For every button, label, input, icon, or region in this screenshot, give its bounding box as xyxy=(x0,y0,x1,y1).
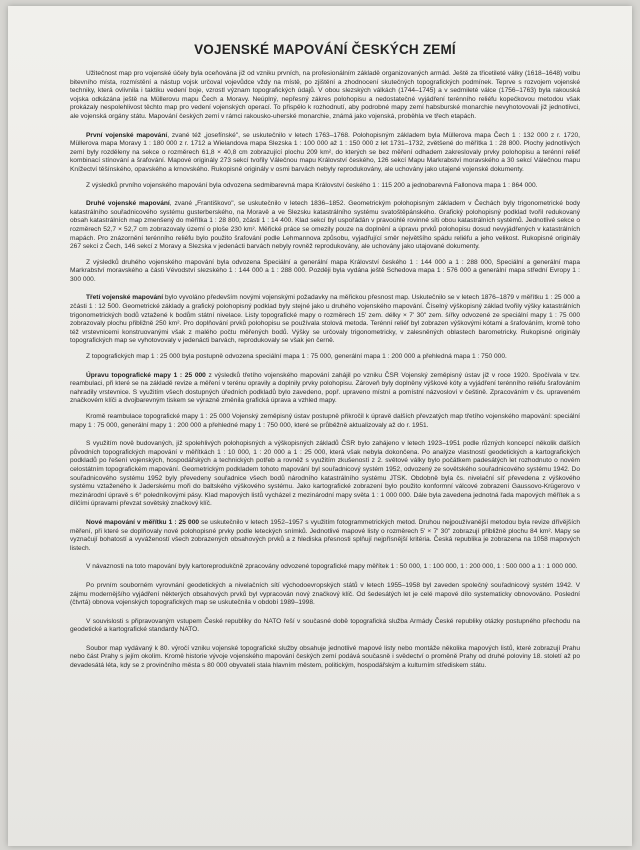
paragraph-text: , zvané též „josefínské", se uskutečnilo v letech 1763–1768. Polohopisným základem byla Müllerova mapa Čech 1 : 132 000 z r. 1720, Müllerova mapa Moravy 1 : 180 000 z r. 1712 a Wielandova mapa Slezska 1 : 100 000 až 1 : 150 000 z let 1731–1732, zvětšené do měřítka 1 : 28 800. Plochy jednotlivých zemí byly rozděleny na sekce o rozměrech 61,8 × 40,8 cm zobrazující plochu 209 km², do kterých se bez měření odhadem zakreslovaly prvky polohopisu a terénní reliéf kombinací stínování a šrafování. Mapové originály 273 sekcí tvořily Válečnou mapu Království českého, 126 sekcí Mapu Markrabství moravského a 30 sekcí Válečnou mapu Knížectví těšínského, opavského a krnovského. Rukopisné originály v osmi barvách nebyly reprodukovány, ale uchovány jako utajené vojenské dokumenty. xyxy=(70,131,580,173)
paragraph-text: S využitím nově budovaných, již spolehlivých polohopisných a výškopisných základů ČSR bylo zahájeno v letech 1923–1951 podle různých koncepcí několik dalších původních topografických mapování v měřítkách 1 : 10 000, 1 : 20 000 a 1 : 25 000, která však nebyla dokončena. Po analýze vlastností geodetických a kartografických podkladů po řešení vojenských, hospodářských a technických potřeb a rovněž s využitím zkušeností z 2. světové války bylo počátkem padesátých let rozhodnuto o novém celostátním topografickém mapování. Geometrickým podkladem tohoto mapování byl souřadnicový systém 1952, odvozený ze sovětského souřadnicového systému 1942. Do souřadnicového systému 1952 byly převedeny souřadnice všech bodů národního katastrálního systému JTSK. Obdobně byla čs. nivelační síť převedena z výškového systému vztaženého k Jaderskému moři do baltského výškového systému. Jako kartografické zobrazení bylo použito konformní válcové zobrazení Gaussovo-Krügerovo v mezinárodní úpravě s 6° poledníkovými pásy. Klad mapových listů vycházel z mezinárodní mapy světa 1 : 1 000 000. Dále byla zavedena jednotná řada mapových měřítek a s dílčími úpravami převzat sovětský značkový klíč. xyxy=(70,440,580,508)
paragraph-third-mapping xyxy=(70,294,580,346)
document-title: VOJENSKÉ MAPOVÁNÍ ČESKÝCH ZEMÍ xyxy=(194,42,456,57)
paragraph-new-mapping xyxy=(70,519,580,553)
paragraph-text: Užitečnost map pro vojenské účely byla oceňována již od vzniku prvních, na profesionálním základě organizovaných armád. Ještě za třicetileté války (1618–1648) volbu bitevního místa, rozmístění a nástup vojsk určoval vojevůdce vždy na místě, po zjištění a zhodnocení skutečných topografických podmínek. Teprve s rozvojem vojenské techniky, která ovlivnila i taktiku vedení boje, vzrostl význam topografických údajů. V obou slezských válkách (1744–1745) a v sedmileté válce (1756–1763) byla rakouská vojska odkázána ještě na Müllerovu mapu Čech a Moravy. Neúplný, nepřesný zákres polohopisu a nedostatečné vyjádření terénního reliéfu kopečkovou metodou však prokázaly nespolehlivost těchto map pro vedení vojenských operací. To přispělo k rozhodnutí, aby podrobné mapy zemí habsburské monarchie nevyhotovovali již jednotlivci, ale vojenská orgány státu. Mapování českých zemí v rámci rakousko-uherské monarchie, známá jako vojenská, proběhla ve třech etapách. xyxy=(70,70,580,120)
paragraph-text: Soubor map vydávaný k 80. výročí vzniku vojenské topografické služby obsahuje jednotlivé mapové listy nebo montáže několika mapových listů, které zobrazují Prahu nebo část Prahy s jejím okolím. Kromě historie vývoje vojenského mapování českých zemí podává současně i svědectví o proměně Prahy od druhé poloviny 18. století až po devadesátá léta, kdy se z provinčního města s 80 000 obyvateli stala hlavním městem, politickým, hospodářským a kulturním střediskem státu. xyxy=(70,644,580,670)
paragraph-system-1942 xyxy=(70,582,580,608)
paragraph-second-mapping-derived xyxy=(70,259,580,285)
paragraph-second-mapping xyxy=(70,200,580,252)
paragraph-lead: Úpravu topografické mapy 1 : 25 000 xyxy=(86,371,206,379)
document-sheet xyxy=(8,6,632,846)
paragraph-text: se uskutečnilo v letech 1952–1957 s využitím fotogrammetrických metod. Druhou nejpoužívanější metodou byla revize dřívějších měření, při které se doplňovaly nové polohopisné prvky podle leteckých snímků. Jednotlivé mapové listy o rozměrech 5' × 7' 30" zobrazují přibližně plochu 84 km². Mapy se vyznačují bohatostí a vyvážeností všech zobrazených obsahových prvků a z hlediska přesnosti splňují nejpřísnější kritéria. Česká republika je zobrazena na 1058 mapových listech. xyxy=(70,518,580,552)
paragraph-text: Po prvním souborném vyrovnání geodetických a nivelačních sítí východoevropských států v letech 1955–1958 byl zaveden společný souřadnicový systém 1942. V zájmu modernějšího vyjádření některých obsahových prvků byl vypracován nový značkový klíč. Od šedesátých let je celé mapové dílo systematicky obnovováno. Poslední (čtvrtá) obnova vojenských topografických map se uskutečnila v období 1989–1998. xyxy=(70,581,580,607)
paragraph-text: Z topografických map 1 : 25 000 byla postupně odvozena speciální mapa 1 : 75 000, generální mapa 1 : 200 000 a přehledná mapa 1 : 750 000. xyxy=(86,353,507,361)
paragraph-first-mapping-derived xyxy=(70,182,580,191)
paragraph-text: bylo vyvoláno především novými vojenskými požadavky na měřickou přesnost map. Uskutečnilo se v letech 1876–1879 v měřítku 1 : 25 000 a zčásti 1 : 12 500. Geometrické základy a grafický polohopisný podklad byly stejné jako u druhého vojenského mapování. Číselný výškopisný základ tvořily výšky katastrálních trigonometrických bodů vztažené k bodům státní nivelace. Listy topografické mapy o rozměrech 15' zem. délky × 7' 30" zem. šířky odvozené ze speciální mapy 1 : 75 000 zobrazovaly plochu přibližně 250 km². Pro doplňování prvků polohopisu se používala stolová metoda. Terénní reliéf byl zobrazen výškovými kótami a šrafováním, kromě toho též vrstevnicemi konstruovanými však z malého počtu měřených bodů. Výšky se určovaly trigonometricky, v zalesněných oblastech barometricky. Rukopisné originály topografických map se vyhotovovaly v jedenácti barvách, reprodukovaly se však jen černě. xyxy=(70,294,580,345)
paragraph-text: Kromě reambulace topografické mapy 1 : 25 000 Vojenský zeměpisný ústav postupně přikročil k úpravě dalších převzatých map třetího vojenského mapování: speciální mapy 1 : 75 000, generální mapy 1 : 200 000 a přehledné mapy 1 : 750 000, které se průběžně aktualizovaly až do r. 1951. xyxy=(70,413,580,429)
paragraph-reambulation xyxy=(70,372,580,406)
paragraph-reambulation-other-maps xyxy=(70,413,580,430)
paragraph-lead: Druhé vojenské mapování xyxy=(86,200,170,208)
paragraph-derived-topographic-maps xyxy=(70,563,580,572)
paragraph-new-foundations xyxy=(70,440,580,509)
paragraph-text: V návaznosti na toto mapování byly kartoreprodukčně zpracovány odvozené topografické mapy měřítek 1 : 50 000, 1 : 100 000, 1 : 200 000, 1 : 500 000 a 1 : 1 000 000. xyxy=(86,563,578,571)
paragraph-text: V souvislosti s připravovaným vstupem České republiky do NATO řeší v současné době topografická služba Armády České republiky otázky postupného přechodu na geodetické a kartografické standardy NATO. xyxy=(70,617,580,634)
paragraph-third-mapping-derived xyxy=(70,353,580,362)
paragraph-nato xyxy=(70,618,580,635)
paragraph-lead: Nové mapování v měřítku 1 : 25 000 xyxy=(86,518,200,526)
paragraph-first-mapping xyxy=(70,132,580,175)
paragraph-lead: Třetí vojenské mapování xyxy=(86,294,164,302)
paragraph-text: z výsledků třetího vojenského mapování zahájil po vzniku ČSR Vojenský zeměpisný ústav již v roce 1920. Spočívala v tzv. reambulaci, při které se na základě revize a měření v terénu opravily a doplnily prvky polohopisu. Zároveň byly doplněny výškové kóty a vyjádření terénního reliéfu šrafováním nahradily vrstevnice. S využitím všech dostupných úředních podkladů bylo zavedeno, popř. upraveno místní a pomístní názvosloví v češtině. Zpracováním v čs. upraveném značkovém klíči a dvojbarevným tiskem se výrazně změnila grafická úprava a vzhled mapy. xyxy=(70,371,580,405)
paragraph-text: , zvané „Františkovo", se uskutečnilo v letech 1836–1852. Geometrickým polohopisným základem v Čechách byly trigonometrické body katastrálního souřadnicového systému gusterberského, na Moravě a ve Slezsku katastrálního systému svatoštěpánského. Grafický polohopisný podklad tvořil redukovaný obsah katastrálních map zmenšený do měřítka 1 : 28 800, zčásti 1 : 14 400. Klad sekcí byl uspořádán v pravoúhlé rovinné síti obou katastrálních systémů. Jednotlivé sekce o rozměrech 52,7 × 52,7 cm zobrazovaly území o ploše 230 km². Měřické práce se omezily pouze na doplnění a úpravu prvků polohopisu dosud nevyjádřených v katastrálních mapách. Pro znázornění terénního reliéfu bylo použito šrafování podle Lehmannova způsobu, vyjadřující směr největšího spádu reliéfu a jeho velikost. Rukopisné originály 267 sekcí z Čech, 146 sekcí z Moravy a Slezska v jedenácti barvách nebyly rovněž reprodukovány, ale uchovány jako utajované dokumenty. xyxy=(70,200,581,251)
document-body xyxy=(70,42,580,678)
paragraph-text: Z výsledků druhého vojenského mapování byla odvozena Speciální a generální mapa Království českého 1 : 144 000 a 1 : 288 000, Speciální a generální mapa Markrabství moravského a části Vévodství slezského 1 : 144 000 a 1 : 288 000. Později byla vydána ještě Schedova mapa 1 : 576 000 a generální mapa střední Evropy 1 : 300 000. xyxy=(70,258,580,283)
paragraph-text: Z výsledků prvního vojenského mapování byla odvozena sedmibarevná mapa Království českého 1 : 115 200 a jednobarevná Fallonova mapa 1 : 864 000. xyxy=(86,181,538,189)
paragraph-lead: První vojenské mapování xyxy=(86,131,168,139)
paragraph-map-set xyxy=(70,645,580,671)
paragraph-introduction xyxy=(70,70,580,122)
